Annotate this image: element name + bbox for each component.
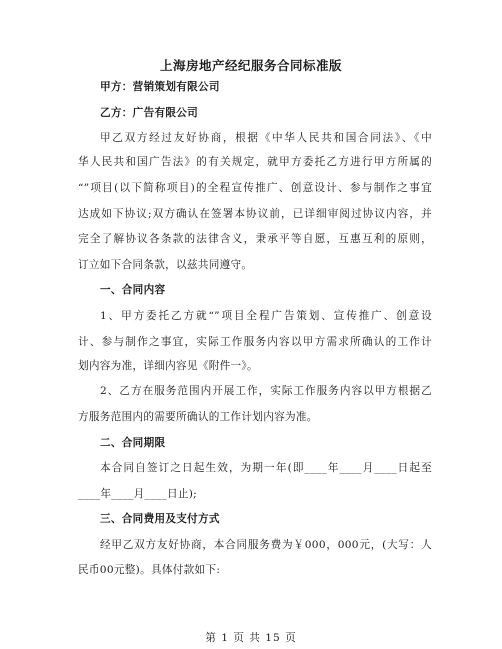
section-2-body-line-1: 本合同自签订之日起生效，为期一年(即____年____月____日起至 [100, 462, 432, 474]
section-1-item-1-line-2: 计、参与制作之事宜，实际工作服务内容以甲方需求所确认的工作计 [78, 336, 432, 348]
party-a-line: 甲方：营销策划有限公司 [100, 81, 220, 93]
preamble-line-3: “”项目(以下简称项目)的全程宣传推广、创意设计、参与制作之事宜 [78, 182, 432, 194]
section-3-heading: 三、合同费用及支付方式 [100, 513, 220, 525]
party-b-line: 乙方：广告有限公司 [100, 107, 199, 119]
page-footer: 第 1 页 共 15 页 [205, 632, 297, 644]
section-2-heading: 二、合同期限 [100, 437, 166, 449]
section-2-body-line-2: ____年____月____日止); [78, 488, 198, 500]
preamble-line-6: 订立如下合同条款，以兹共同遵守。 [78, 259, 253, 271]
document-title: 上海房地产经纪服务合同标准版 [159, 58, 342, 73]
preamble-line-5: 完全了解协议各条款的法律含义，秉承平等自愿，互惠互利的原则， [78, 233, 432, 245]
preamble-line-1: 甲乙双方经过友好协商，根据《中华人民共和国合同法》、《中 [100, 132, 432, 144]
section-1-heading: 一、合同内容 [100, 284, 166, 296]
preamble-line-2: 华人民共和国广告法》的有关规定，就甲方委托乙方进行甲方所属的 [78, 156, 432, 168]
section-3-body-line-1: 经甲乙双方友好协商，本合同服务费为￥000，000元，(大写：人 [100, 539, 432, 551]
preamble-line-4: 达成如下协议;双方确认在签署本协议前，已详细审阅过协议内容，并 [78, 208, 432, 220]
section-1-item-2-line-2: 方服务范围内的需要所确认的工作计划内容为准。 [78, 411, 318, 423]
section-1-item-1-line-1: 1、甲方委托乙方就“”项目全程广告策划、宣传推广、创意设 [100, 310, 432, 322]
section-1-item-1-line-3: 划内容为准，详细内容见《附件一》。 [78, 360, 258, 372]
section-3-body-line-2: 民币00元整)。具体付款如下: [78, 564, 221, 576]
section-1-item-2-line-1: 2、乙方在服务范围内开展工作，实际工作服务内容以甲方根据乙 [100, 385, 432, 397]
